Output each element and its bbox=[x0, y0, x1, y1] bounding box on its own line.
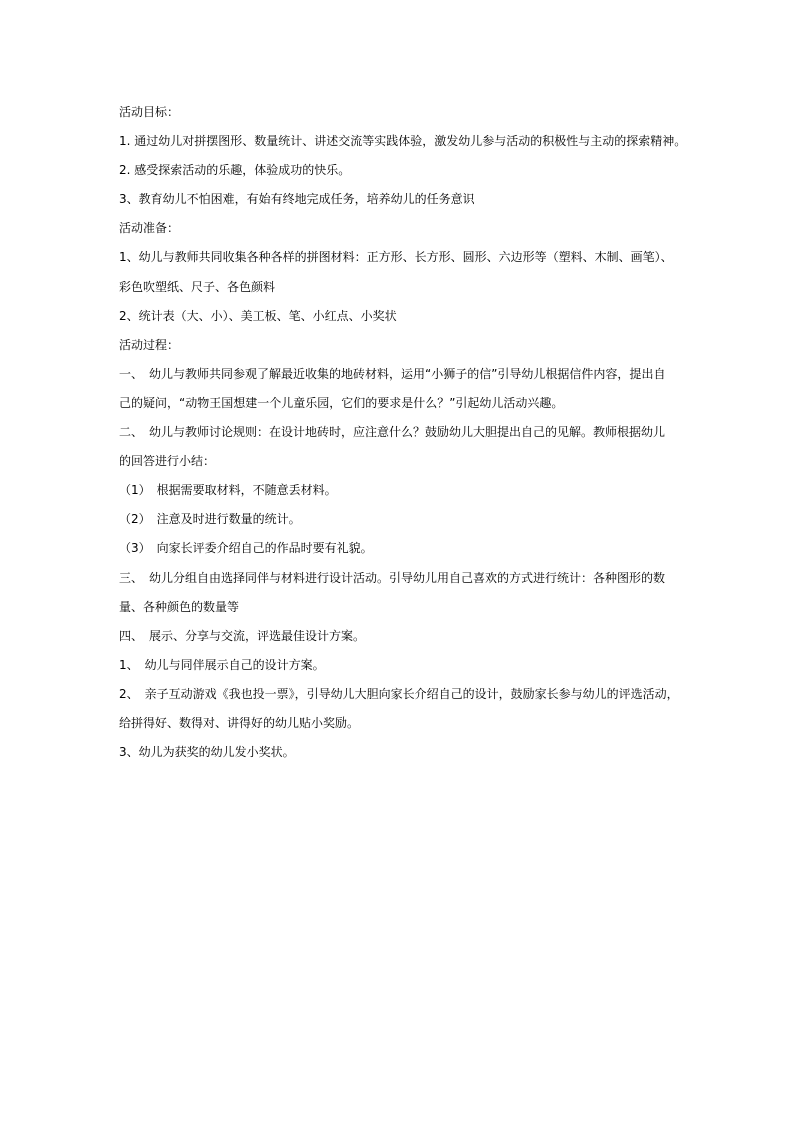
preparation-line: 2、统计表（大、小）、美工板、笔、小红点、小奖状 bbox=[119, 308, 397, 323]
goal-line: 2. 感受探索活动的乐趣，体验成功的快乐。 bbox=[119, 163, 351, 178]
preparation-line: 彩色吹塑纸、尺子、各色颜料 bbox=[119, 279, 276, 294]
goal-line: 1. 通过幼儿对拼摆图形、数量统计、讲述交流等实践体验，激发幼儿参与活动的积极性与主动的探索精神。 bbox=[119, 134, 687, 149]
process-line: 三、 幼儿分组自由选择同伴与材料进行设计活动。引导幼儿用自己喜欢的方式进行统计：各种图形的数 bbox=[119, 570, 666, 585]
process-line: 量、各种颜色的数量等 bbox=[119, 599, 240, 614]
goal-line: 3、教育幼儿不怕困难，有始有终地完成任务，培养幼儿的任务意识 bbox=[119, 192, 475, 207]
preparation-line: 1、幼儿与教师共同收集各种各样的拼图材料：正方形、长方形、圆形、六边形等（塑料、木制、画笔）、 bbox=[119, 250, 673, 265]
document-body bbox=[119, 98, 689, 767]
process-line: （1） 根据需要取材料，不随意丢材料。 bbox=[119, 483, 337, 498]
process-line: 己的疑问，“动物王国想建一个儿童乐园，它们的要求是什么？”引起幼儿活动兴趣。 bbox=[119, 395, 564, 410]
heading-preparation: 活动准备： bbox=[119, 221, 180, 236]
process-line: 1、 幼儿与同伴展示自己的设计方案。 bbox=[119, 657, 325, 672]
heading-goals: 活动目标： bbox=[119, 105, 180, 119]
process-line: （3） 向家长评委介绍自己的作品时要有礼貌。 bbox=[119, 541, 373, 556]
process-line: 二、 幼儿与教师讨论规则：在设计地砖时，应注意什么？鼓励幼儿大胆提出自己的见解。教师根据幼儿 bbox=[119, 425, 666, 440]
process-line: 3、幼儿为获奖的幼儿发小奖状。 bbox=[119, 745, 295, 760]
process-line: （2） 注意及时进行数量的统计。 bbox=[119, 512, 301, 527]
process-line: 给拼得好、数得对、讲得好的幼儿贴小奖励。 bbox=[119, 715, 360, 730]
process-line: 的回答进行小结： bbox=[119, 454, 216, 469]
process-line: 四、 展示、分享与交流，评选最佳设计方案。 bbox=[119, 628, 366, 643]
heading-process: 活动过程： bbox=[119, 337, 180, 352]
process-line: 一、 幼儿与教师共同参观了解最近收集的地砖材料，运用“小狮子的信”引导幼儿根据信件内容，提出自 bbox=[119, 366, 666, 381]
process-line: 2、 亲子互动游戏《我也投一票》，引导幼儿大胆向家长介绍自己的设计，鼓励家长参与幼儿的评选活动， bbox=[119, 686, 679, 701]
